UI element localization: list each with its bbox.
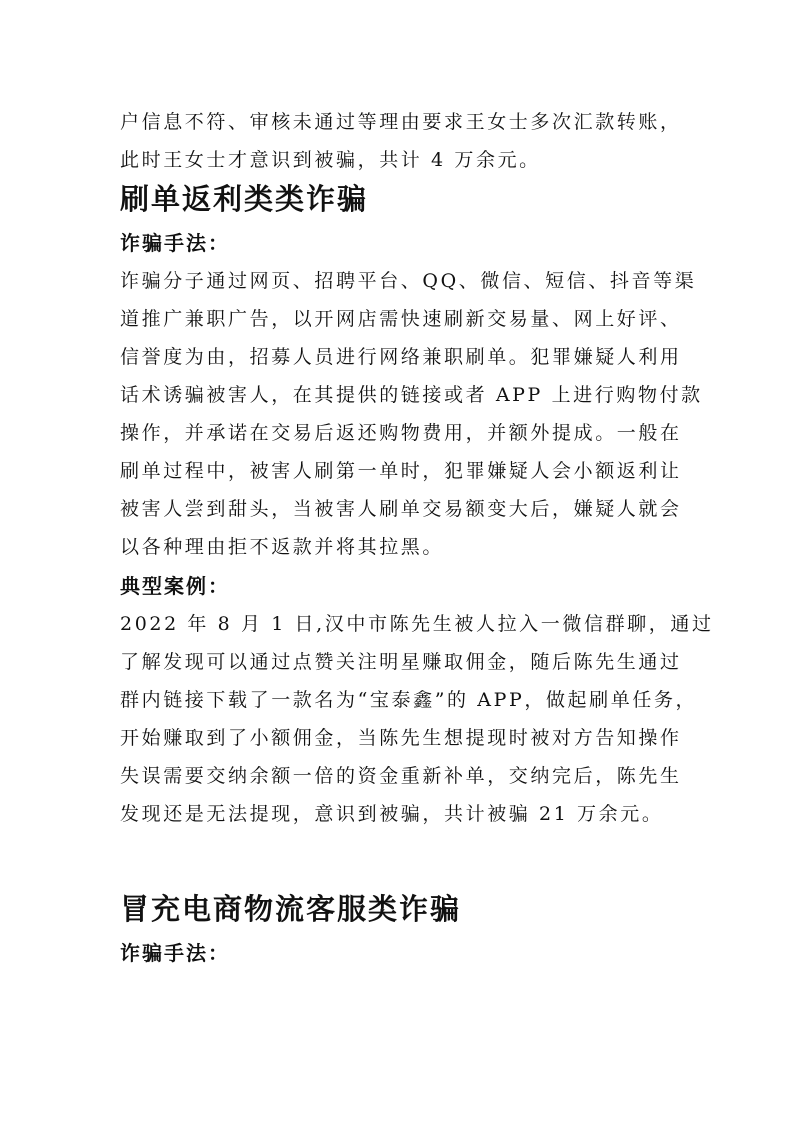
paragraph-line: 发现还是无法提现，意识到被骗，共计被骗 21 万余元。: [120, 803, 664, 825]
paragraph-line: 话术诱骗被害人，在其提供的链接或者 APP 上进行购物付款: [120, 384, 703, 406]
paragraph-line: 户信息不符、审核未通过等理由要求王女士多次汇款转账，: [120, 111, 682, 133]
paragraph-line: 失误需要交纳余额一倍的资金重新补单，交纳完后，陈先生: [120, 765, 682, 787]
paragraph-line: 刷单过程中，被害人刷第一单时，犯罪嫌疑人会小额返利让: [120, 460, 682, 482]
paragraph-line: 操作，并承诺在交易后返还购物费用，并额外提成。一般在: [120, 422, 682, 444]
paragraph-line: 以各种理由拒不返款并将其拉黑。: [120, 536, 445, 558]
section-heading: 冒充电商物流客服类诈骗: [120, 892, 462, 926]
paragraph-line: 道推广兼职广告，以开网店需快速刷新交易量、网上好评、: [120, 308, 682, 330]
paragraph-line: 2022 年 8 月 1 日,汉中市陈先生被人拉入一微信群聊，通过: [120, 613, 714, 635]
paragraph-line: 信誉度为由，招募人员进行网络兼职刷单。犯罪嫌疑人利用: [120, 346, 682, 368]
method-label: 诈骗手法：: [120, 231, 230, 255]
paragraph-line: 群内链接下载了一款名为“宝泰鑫”的 APP，做起刷单任务，: [120, 689, 698, 711]
paragraph-line: 了解发现可以通过点赞关注明星赚取佣金，随后陈先生通过: [120, 651, 682, 673]
paragraph-line: 被害人尝到甜头，当被害人刷单交易额变大后，嫌疑人就会: [120, 498, 682, 520]
paragraph-line: 诈骗分子通过网页、招聘平台、QQ、微信、短信、抖音等渠: [120, 270, 697, 292]
paragraph-line: 此时王女士才意识到被骗，共计 4 万余元。: [120, 149, 541, 171]
paragraph-line: 开始赚取到了小额佣金，当陈先生想提现时被对方告知操作: [120, 727, 682, 749]
case-label: 典型案例：: [120, 574, 230, 598]
method-label: 诈骗手法：: [120, 941, 230, 965]
section-heading: 刷单返利类类诈骗: [120, 182, 369, 216]
